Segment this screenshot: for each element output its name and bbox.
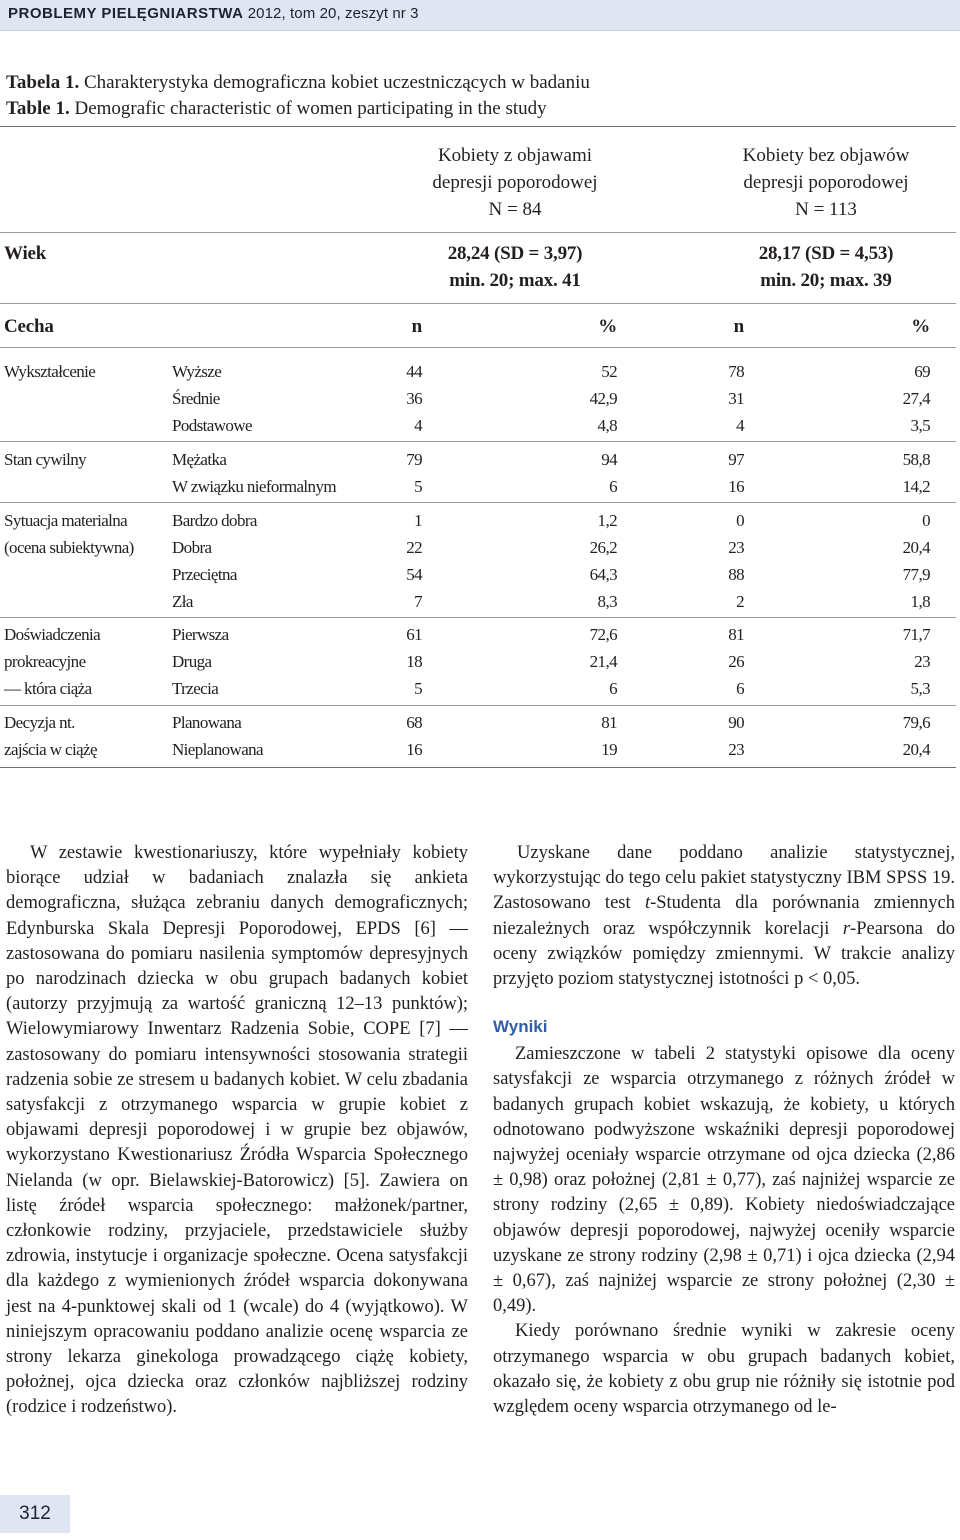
n2-value: 4 <box>736 416 744 435</box>
p2-value: 20,4 <box>902 740 930 759</box>
category-label: W związku nieformalnym <box>172 477 336 496</box>
n1-value: 22 <box>406 538 422 557</box>
p2-value: 58,8 <box>902 450 930 469</box>
p1-value: 19 <box>601 740 617 759</box>
category-label: Średnie <box>172 389 220 408</box>
col-header-n1: n <box>411 316 422 337</box>
section-rule <box>0 441 956 442</box>
p1-value: 42,9 <box>589 389 617 408</box>
section-label: — która ciąża <box>4 679 92 698</box>
category-label: Pierwsza <box>172 625 229 644</box>
age-rule <box>0 303 956 304</box>
category-label: Przeciętna <box>172 565 237 584</box>
p2-value: 79,6 <box>902 713 930 732</box>
n1-value: 4 <box>414 416 422 435</box>
section-label: Decyzja nt. <box>4 713 75 732</box>
age-group2-mean: 28,17 (SD = 4,53) <box>758 243 894 264</box>
group1-line3: N = 84 <box>488 199 542 220</box>
n1-value: 61 <box>406 625 422 644</box>
caption-pl-text: Charakterystyka demograficzna kobiet uczestniczących w badaniu <box>79 72 590 93</box>
p2-value: 23 <box>914 652 930 671</box>
n1-value: 5 <box>414 477 422 496</box>
section-label: Sytuacja materialna <box>4 511 128 530</box>
section-label: Doświadczenia <box>4 625 101 644</box>
text-run: -Studenta dla porównania zmiennych niezależnych oraz współczynnik korelacji <box>493 893 956 939</box>
p2-value: 20,4 <box>902 538 930 557</box>
p2-value: 1,8 <box>910 592 930 611</box>
category-label: Podstawowe <box>172 416 252 435</box>
category-label: Dobra <box>172 538 212 557</box>
table-top-rule <box>0 126 956 127</box>
n1-value: 7 <box>414 592 422 611</box>
p1-value: 52 <box>601 362 617 381</box>
italic-t: t <box>644 893 651 914</box>
n1-value: 44 <box>406 362 422 381</box>
n2-value: 31 <box>728 389 744 408</box>
group1-line2: depresji poporodowej <box>432 172 598 193</box>
table-caption-pl <box>6 72 590 94</box>
p1-value: 8,3 <box>597 592 617 611</box>
category-label: Druga <box>172 652 212 671</box>
p1-value: 6 <box>609 679 617 698</box>
body-paragraph <box>493 841 955 992</box>
n1-value: 36 <box>406 389 422 408</box>
journal-title: PROBLEMY PIELĘGNIARSTWA <box>8 5 244 22</box>
text-run: -Pearsona do oceny związków pomiędzy zmiennymi. W trakcie analizy przyjęto poziom statystycznej istotności p < 0,05. <box>493 918 955 990</box>
p1-value: 64,3 <box>589 565 617 584</box>
section-heading-results: Wyniki <box>493 1017 548 1037</box>
n1-value: 1 <box>414 511 422 530</box>
group2-line3: N = 113 <box>795 199 857 220</box>
italic-r: r <box>842 918 851 939</box>
p1-value: 4,8 <box>597 416 617 435</box>
section-label: Wykształcenie <box>4 362 96 381</box>
group2-line1: Kobiety bez objawów <box>742 145 910 166</box>
n2-value: 0 <box>736 511 744 530</box>
caption-pl-label: Tabela 1. <box>6 72 80 93</box>
n2-value: 97 <box>728 450 744 469</box>
n1-value: 16 <box>406 740 422 759</box>
colheader-rule <box>0 347 956 348</box>
header-rule <box>0 232 956 233</box>
body-paragraph: Zamieszczone w tabeli 2 statystyki opisowe dla oceny satysfakcji ze wsparcia otrzymanego z różnych źródeł w badanych grupach kobiet wskazują, że kobiety, u których odnotowano podwyższone wskaźniki depresji poporodowej najwyżej oceniały wsparcie otrzymane od ojca dziecka (2,86 ± 0,98) oraz położnej (2,81 ± 0,77), zaś najniżej wsparcie ze strony rodziny (2,65 ± 0,89). Kobiety niedoświadczające objawów depresji poporodowej, najwyżej oceniły wsparcie uzyskane ze strony rodziny (2,98 ± 0,71) i ojca dziecka (2,94 ± 0,67), zaś najniżej wsparcie ze strony położnej (2,30 ± 0,49). <box>493 1044 955 1317</box>
n2-value: 90 <box>728 713 744 732</box>
p1-value: 1,2 <box>597 511 617 530</box>
n2-value: 16 <box>728 477 744 496</box>
age-group2-range: min. 20; max. 39 <box>760 270 892 291</box>
left-text-column <box>6 841 468 1421</box>
right-text-column <box>493 841 955 1420</box>
group1-line1: Kobiety z objawami <box>437 145 593 166</box>
category-label: Planowana <box>172 713 242 732</box>
section-rule <box>0 705 956 706</box>
n2-value: 81 <box>728 625 744 644</box>
group1-header <box>395 142 635 223</box>
p2-value: 14,2 <box>902 477 930 496</box>
p2-value: 5,3 <box>910 679 930 698</box>
issue-info: 2012, tom 20, zeszyt nr 3 <box>243 5 419 22</box>
running-header <box>0 0 960 31</box>
age-label: Wiek <box>4 243 47 264</box>
section-label: prokreacyjne <box>4 652 86 671</box>
age-group1-range: min. 20; max. 41 <box>449 270 581 291</box>
n2-value: 6 <box>736 679 744 698</box>
p2-value: 27,4 <box>902 389 930 408</box>
col-header-n2: n <box>733 316 744 337</box>
group2-header <box>706 142 946 223</box>
category-label: Mężatka <box>172 450 227 469</box>
section-rule <box>0 617 956 618</box>
p2-value: 3,5 <box>910 416 930 435</box>
n2-value: 23 <box>728 740 744 759</box>
p2-value: 71,7 <box>902 625 930 644</box>
n2-value: 23 <box>728 538 744 557</box>
n2-value: 26 <box>728 652 744 671</box>
age-group1 <box>395 240 635 294</box>
page-number: 312 <box>0 1495 70 1533</box>
col-header-feature: Cecha <box>4 316 54 337</box>
category-label: Wyższe <box>172 362 222 381</box>
n2-value: 78 <box>728 362 744 381</box>
p1-value: 72,6 <box>589 625 617 644</box>
category-label: Zła <box>172 592 193 611</box>
n1-value: 68 <box>406 713 422 732</box>
age-group2 <box>706 240 946 294</box>
body-paragraph: Kiedy porównano średnie wyniki w zakresie oceny otrzymanego wsparcia w obu grupach badanych kobiet, okazało się, że kobiety z obu grup nie różniły się istotnie pod względem oceny wsparcia otrzymanego od le- <box>493 1321 955 1418</box>
n2-value: 2 <box>736 592 744 611</box>
journal-issue <box>8 5 419 22</box>
body-paragraph: W zestawie kwestionariuszy, które wypełniały kobiety biorące udział w badaniach znalazła się ankieta demograficzna, służąca zebraniu danych demograficznych; Edynburska Skala Depresji Poporodowej, EPDS [6] — zastosowana do pomiaru nasilenia symptomów depresyjnych po narodzinach dziecka w obu grupach badanych kobiet (autorzy przyjmują za wartość graniczną 12–13 punktów); Wielowymiarowy Inwentarz Radzenia Sobie, COPE [7] — zastosowany do pomiaru intensywności stosowania strategii radzenia sobie ze stresem u badanych kobiet. W celu zbadania satysfakcji z otrzymanego wsparcia w grupie kobiet z objawami depresji poporodowej i w grupie bez objawów, wykorzystano Kwestionariusz Źródła Wsparcia Społecznego Nielanda (w opr. Bielawskiej-Batorowicz) [5]. Zawiera on listę źródeł wsparcia społecznego: małżonek/partner, członkowie rodziny, przyjaciele, przedstawiciele służby zdrowia, instytucje i organizacje społeczne. Ocena satysfakcji dla każdego z wymienionych źródeł wsparcia dokonywana jest na 4-punktowej skali od 1 (wcale) do 4 (wyjątkowo). W niniejszym opracowaniu poddano analizie ocenę wsparcia ze strony lekarza ginekologa prowadzącego ciążę kobiety, położnej, ojca dziecka oraz członków najbliższej rodziny (rodzice i rodzeństwo). <box>6 843 468 1418</box>
section-label: (ocena subiektywna) <box>4 538 134 557</box>
p1-value: 26,2 <box>589 538 617 557</box>
table-caption-en <box>6 98 547 120</box>
section-rule <box>0 502 956 503</box>
p1-value: 21,4 <box>589 652 617 671</box>
p2-value: 0 <box>922 511 930 530</box>
n1-value: 18 <box>406 652 422 671</box>
n1-value: 54 <box>406 565 422 584</box>
category-label: Nieplanowana <box>172 740 263 759</box>
n2-value: 88 <box>728 565 744 584</box>
caption-en-label: Table 1. <box>6 98 70 119</box>
col-header-p2: % <box>911 316 930 337</box>
n1-value: 79 <box>406 450 422 469</box>
group2-line2: depresji poporodowej <box>743 172 909 193</box>
col-header-p1: % <box>598 316 617 337</box>
p1-value: 81 <box>601 713 617 732</box>
category-label: Bardzo dobra <box>172 511 257 530</box>
section-label: Stan cywilny <box>4 450 87 469</box>
p2-value: 77,9 <box>902 565 930 584</box>
age-group1-mean: 28,24 (SD = 3,97) <box>447 243 583 264</box>
p1-value: 6 <box>609 477 617 496</box>
n1-value: 5 <box>414 679 422 698</box>
category-label: Trzecia <box>172 679 219 698</box>
text-run: Uzyskane dane poddano analizie statystycznej, wykorzystując do tego celu pakiet statystyczny IBM SPSS 19. Zastosowano test <box>493 843 955 914</box>
caption-en-text: Demografic characteristic of women participating in the study <box>69 98 547 119</box>
p1-value: 94 <box>601 450 617 469</box>
table-bottom-rule <box>0 767 956 768</box>
p2-value: 69 <box>914 362 930 381</box>
section-label: zajścia w ciążę <box>4 740 97 759</box>
